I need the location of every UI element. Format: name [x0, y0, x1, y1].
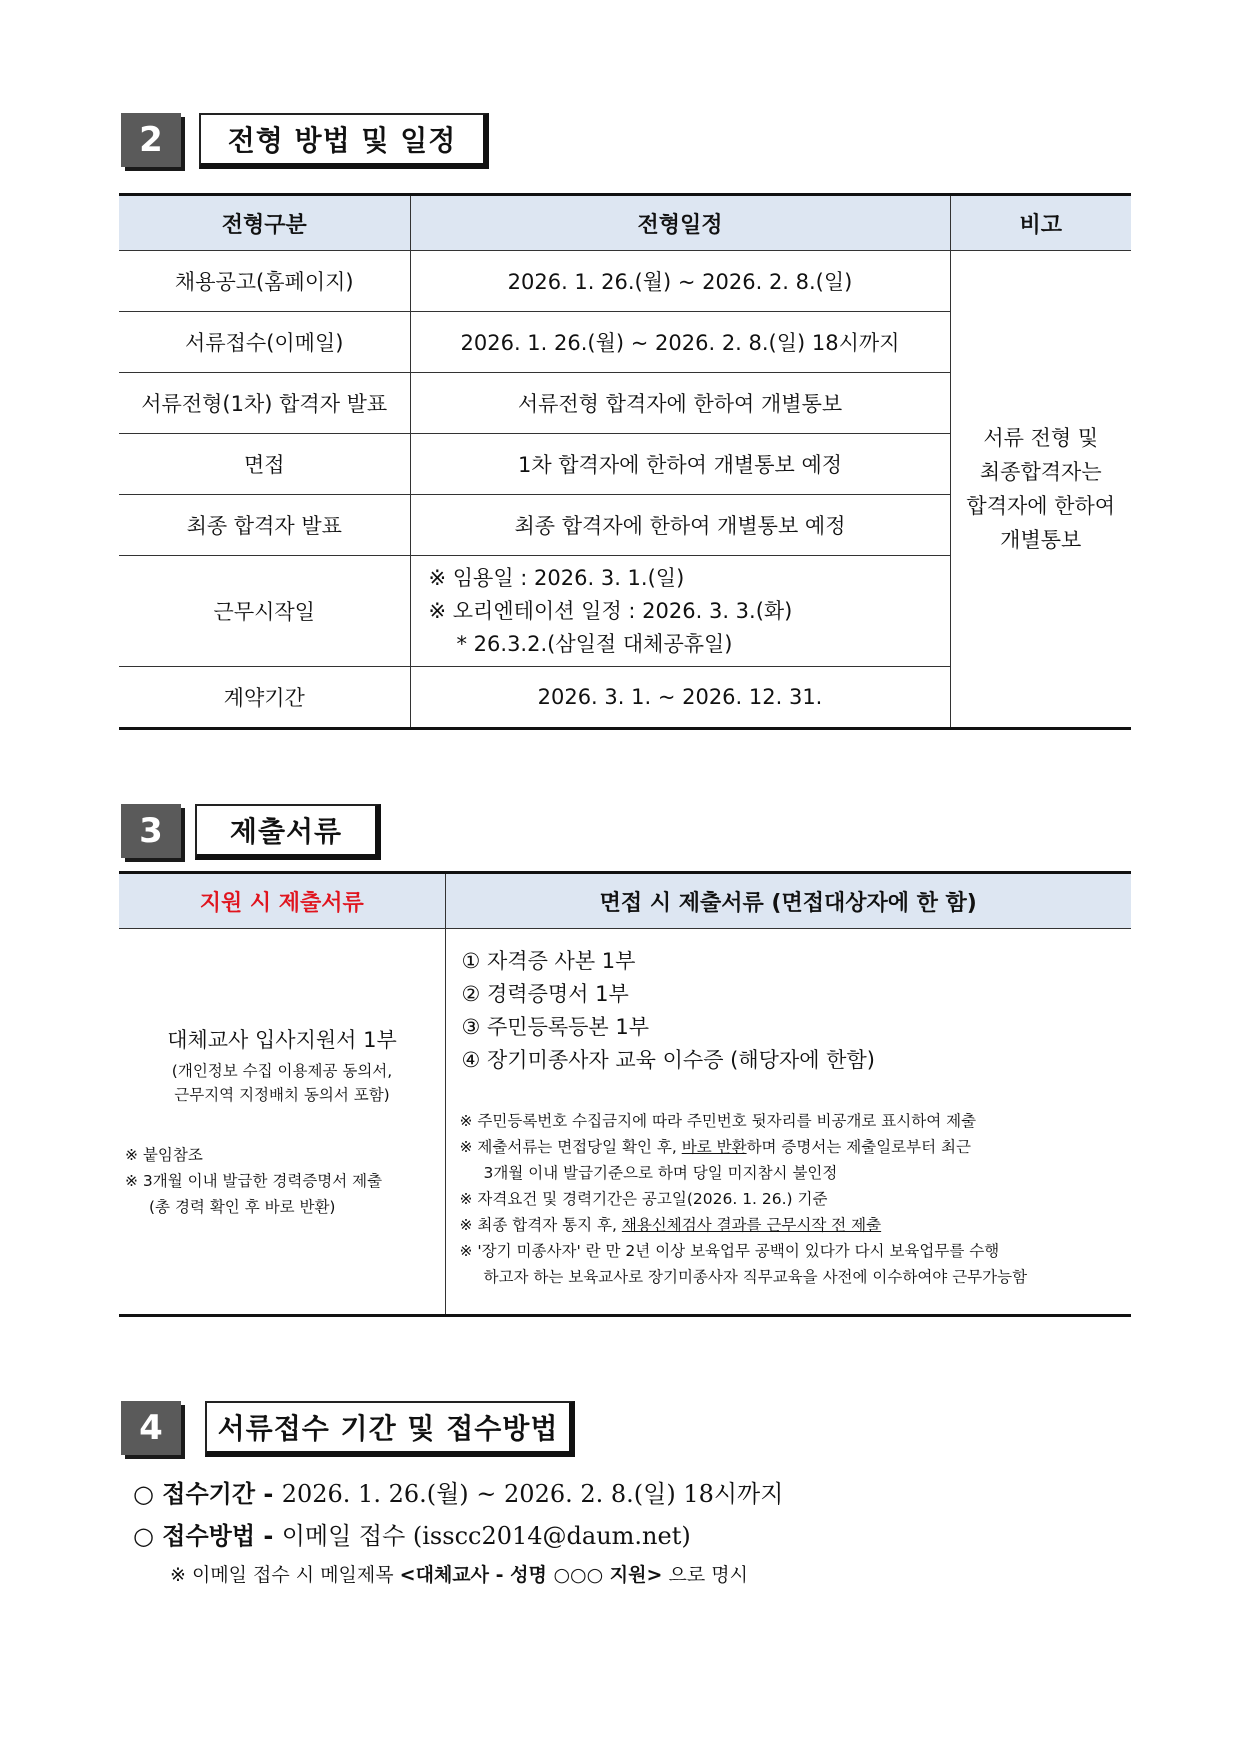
schedule-line: ※ 오리엔테이션 일정 : 2026. 3. 3.(화): [428, 598, 793, 623]
email-subject-format: <대체교사 - 성명 ○○○ 지원>: [399, 1564, 663, 1586]
receipt-period-label: ○ 접수기간 -: [133, 1480, 282, 1508]
note-underline: 채용신체검사 결과를 근무시작 전 제출: [621, 1216, 882, 1234]
receipt-method-line: [133, 1516, 691, 1551]
section-title: 전형 방법 및 일정: [199, 113, 489, 169]
doc-note-line: [460, 1135, 971, 1159]
row-schedule: [410, 556, 950, 667]
note-text: ※ 제출서류는 면접당일 확인 후,: [459, 1138, 682, 1156]
row-category: 근무시작일: [119, 556, 410, 667]
table-header-row: [119, 873, 1131, 929]
note-text: 으로 명시: [662, 1564, 748, 1586]
schedule-line: * 26.3.2.(삼일절 대체공휴일): [456, 631, 733, 656]
row-category: 서류전형(1차) 합격자 발표: [119, 373, 410, 434]
doc-item: ④ 장기미종사자 교육 이수증 (해당자에 한함): [461, 1048, 875, 1072]
row-category: 최종 합격자 발표: [119, 495, 410, 556]
doc-note-line: ※ 주민등록번호 수집금지에 따라 주민번호 뒷자리를 비공개로 표시하여 제출: [459, 1112, 977, 1130]
schedule-table: [119, 193, 1131, 730]
doc-note-line: ※ '장기 미종사자' 란 만 2년 이상 보육업무 공백이 있다가 다시 보육업무를 수행: [459, 1242, 1000, 1260]
row-schedule: 2026. 1. 26.(월) ~ 2026. 2. 8.(일) 18시까지: [410, 312, 950, 373]
doc-item: ① 자격증 사본 1부: [461, 949, 636, 973]
receipt-method-value: 이메일 접수 (isscc2014@daum.net): [281, 1522, 691, 1550]
table-row: [119, 251, 1131, 312]
apply-note-line: ※ 3개월 이내 발급한 경력증명서 제출: [125, 1172, 383, 1190]
doc-note-line: 하고자 하는 보육교사로 장기미종사자 직무교육을 사전에 이수하여야 근무가능함: [483, 1268, 1028, 1286]
note-underline: 바로 반환: [681, 1138, 747, 1156]
doc-note-line: ※ 자격요건 및 경력기간은 공고일(2026. 1. 26.) 기준: [459, 1190, 828, 1208]
row-schedule: 1차 합격자에 한하여 개별통보 예정: [410, 434, 950, 495]
section-number: 3: [121, 804, 181, 858]
row-category: 채용공고(홈페이지): [119, 251, 410, 312]
note-cell: [950, 251, 1131, 729]
row-schedule: 2026. 1. 26.(월) ~ 2026. 2. 8.(일): [410, 251, 950, 312]
section-number: 2: [121, 113, 181, 167]
section-4-header: [121, 1401, 581, 1455]
apply-note-line: ※ 붙임참조: [125, 1146, 203, 1164]
header-note: 비고: [950, 195, 1131, 251]
note-line: 합격자에 한하여: [966, 494, 1116, 518]
row-category: 서류접수(이메일): [119, 312, 410, 373]
doc-note-line: [460, 1213, 882, 1237]
section-3-header: [121, 804, 391, 858]
doc-item: ② 경력증명서 1부: [461, 982, 629, 1006]
note-text: ※ 이메일 접수 시 메일제목: [170, 1564, 400, 1586]
note-line: 최종합격자는: [979, 460, 1102, 484]
section-title: 서류접수 기간 및 접수방법: [205, 1401, 575, 1457]
row-schedule: 서류전형 합격자에 한하여 개별통보: [410, 373, 950, 434]
receipt-period-line: [133, 1474, 783, 1509]
header-category: 전형구분: [119, 195, 410, 251]
section-title: 제출서류: [195, 804, 381, 860]
section-number: 4: [121, 1401, 181, 1455]
note-line: 개별통보: [1000, 528, 1082, 552]
table-header-row: [119, 195, 1131, 251]
note-text: ※ 최종 합격자 통지 후,: [459, 1216, 622, 1234]
note-line: 서류 전형 및: [983, 426, 1099, 450]
row-schedule: 2026. 3. 1. ~ 2026. 12. 31.: [410, 667, 950, 729]
receipt-period-value: 2026. 1. 26.(월) ~ 2026. 2. 8.(일) 18시까지: [281, 1480, 784, 1508]
email-subject-note: [170, 1560, 748, 1587]
apply-note-line: (총 경력 확인 후 바로 반환): [149, 1198, 336, 1216]
apply-docs-cell: [119, 929, 445, 1316]
documents-table: [119, 871, 1131, 1317]
schedule-line: ※ 임용일 : 2026. 3. 1.(일): [428, 565, 685, 590]
apply-main-doc: 대체교사 입사지원서 1부: [167, 1028, 397, 1052]
row-schedule: 최종 합격자에 한하여 개별통보 예정: [410, 495, 950, 556]
note-text: 하며 증명서는 제출일로부터 최근: [746, 1138, 971, 1156]
doc-note-line: 3개월 이내 발급기준으로 하며 당일 미지참시 불인정: [483, 1164, 838, 1182]
apply-sub-line: 근무지역 지정배치 동의서 포함): [174, 1086, 390, 1104]
row-category: 계약기간: [119, 667, 410, 729]
table-row: [119, 929, 1131, 1316]
header-schedule: 전형일정: [410, 195, 950, 251]
doc-item: ③ 주민등록등본 1부: [461, 1015, 650, 1039]
apply-sub-line: (개인정보 수집 이용제공 동의서,: [171, 1062, 393, 1080]
section-2-header: [121, 113, 491, 167]
receipt-method-label: ○ 접수방법 -: [133, 1522, 282, 1550]
header-interview-docs: 면접 시 제출서류 (면접대상자에 한 함): [445, 873, 1131, 929]
header-apply-docs: 지원 시 제출서류: [119, 873, 445, 929]
interview-docs-cell: [445, 929, 1131, 1316]
row-category: 면접: [119, 434, 410, 495]
